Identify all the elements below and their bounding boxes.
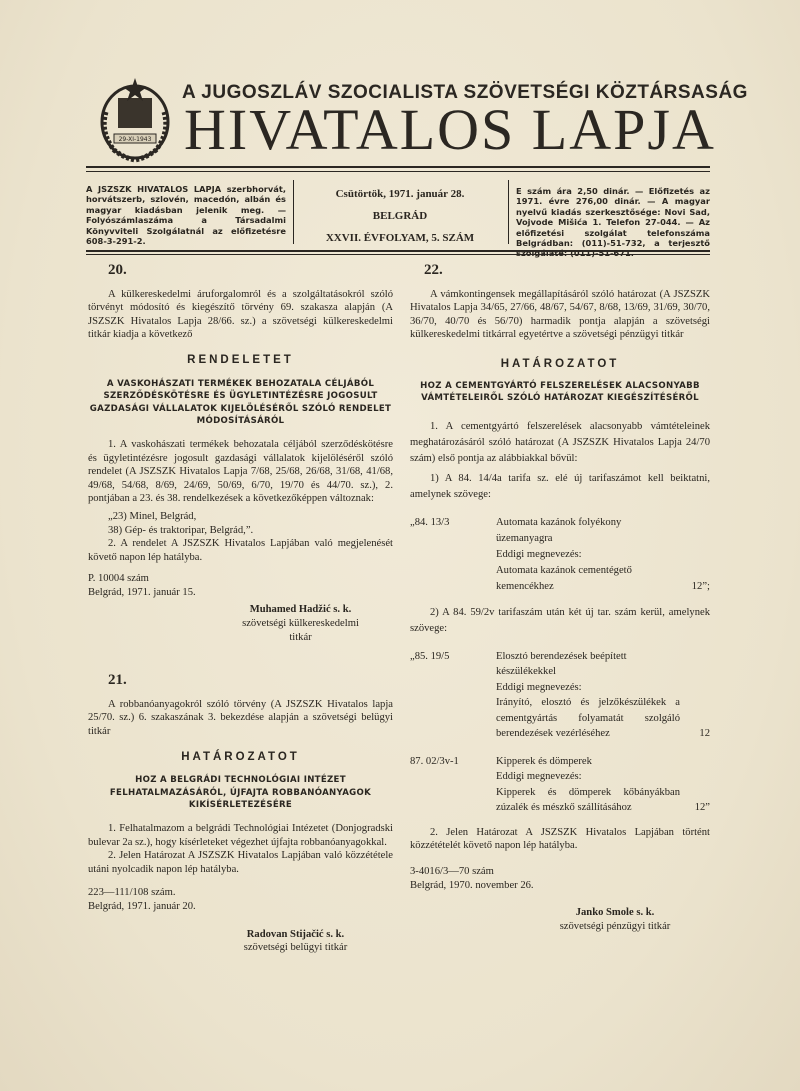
republic-name: A JUGOSZLÁV SZOCIALISTA SZÖVETSÉGI KÖZTÁRSASÁG: [182, 82, 748, 103]
tariff-line: Automata kazánok folyékony: [496, 516, 622, 528]
article-heading: HATÁROZATOT: [181, 750, 300, 763]
header-issue-info: [300, 188, 500, 254]
tariff-code: „85. 19/5: [410, 650, 450, 662]
article-subhead: A VASKOHÁSZATI TERMÉKEK BEHOZATALA CÉLJÁBÓL SZERZŐDÉSKÖTÉSRE ÉS ÜGYLETINTÉZÉSRE JOGOSULT GAZDASÁGI VÁLLALATOK KIJELÖLÉSÉRŐL SZÓLÓ RENDELET MÓDOSÍTÁSÁRÓL: [89, 378, 392, 427]
tariff-line: Kipperek és dömperek kőbányákban zúzalék és mészkő szállításához: [496, 786, 680, 814]
signer-office: szövetségi külkereskedelmi: [242, 618, 359, 630]
tariff-code: 87. 02/3v-1: [410, 755, 459, 767]
top-rule-thin: [86, 171, 710, 172]
issue-volume: XXVII. ÉVFOLYAM, 5. SZÁM: [325, 232, 475, 244]
tariff-line: Elosztó berendezések beépített: [496, 650, 627, 662]
tariff-code: „84. 13/3: [410, 516, 450, 528]
article-paragraph: 1. A cementgyártó felszerelések alacsonyabb vámtételeinek meghatározásáról szóló határozat (A JSZSZK Hivatalos Lapja 24/70 szám) első pontja az alábbiakkal bővül:: [410, 420, 710, 464]
signer-office: titkár: [289, 631, 312, 643]
header-publication-info: A JSZSZK HIVATALOS LAPJA szerbhorvát, horvátszerb, szlovén, macedón, albán és magyar kiadásban jelenik meg. — Folyószámlaszáma a Társadalmi Könyvviteli Szolgálatnál az előfizetésre 608-3-291-2.: [86, 184, 286, 247]
article-intro: A vámkontingensek megállapításáról szóló határozat (A JSZSZK Hivatalos Lapja 34/65, 27/66, 48/67, 54/67, 8/68, 13/69, 31/69, 30/70, 36/70, 40/70 és 56/70) harmadik pontja alapján a szövetségi külkereskedelmi titkárral egyetértve a szövetségi pénzügyi titkár: [410, 288, 710, 341]
signature-block: [520, 906, 710, 933]
article-paragraph: 2. Jelen Határozat A JSZSZK Hivatalos Lapjában való közzététele utáni nyolcadik napon lép hatályba.: [88, 850, 393, 875]
article-paragraph: 2) A 84. 59/2v tarifaszám után két új tar. szám kerül, amelynek szövege:: [410, 606, 710, 634]
article-heading: RENDELETET: [187, 353, 294, 366]
tariff-line: Eddigi megnevezés:: [496, 548, 582, 560]
reference-number: 223—111/108 szám.: [88, 887, 176, 899]
signer-office: szövetségi belügyi titkár: [243, 942, 348, 954]
signature-block: [208, 603, 393, 644]
right-column: [410, 264, 710, 933]
left-column: [88, 264, 393, 955]
article-paragraph: 2. Jelen Határozat A JSZSZK Hivatalos Lapjában történt közzétételét követő napon lép hatályba.: [410, 826, 710, 852]
gazette-title: HIVATALOS LAPJA: [184, 97, 716, 162]
signer-name: Janko Smole s. k.: [575, 907, 655, 919]
article-date: Belgrád, 1971. január 15.: [88, 586, 196, 598]
tariff-line: Automata kazánok cementégető: [496, 564, 632, 576]
signer-name: Radovan Stijačić s. k.: [246, 928, 345, 940]
header-divider: [508, 180, 509, 244]
tariff-description: [496, 515, 680, 595]
tariff-line: Irányító, elosztó és jelzőkészülékek a cementgyártás folyamatát szolgáló berendezések vezérléséhez: [496, 697, 680, 740]
article-paragraph: 2. A rendelet A JSZSZK Hivatalos Lapjában való megjelenését követő napon lép hatályba.: [88, 538, 393, 563]
tariff-line: Eddigi megnevezés:: [496, 681, 582, 693]
issue-date: Csütörtök, 1971. január 28.: [335, 188, 465, 200]
tariff-line: készülékekkel: [496, 666, 557, 678]
article-line: 38) Gép- és traktoripar, Belgrád,”.: [108, 524, 254, 536]
tariff-row: [410, 754, 710, 816]
top-rule: [86, 166, 710, 168]
coat-of-arms-emblem: [96, 72, 174, 164]
tariff-rate: 12”;: [691, 580, 710, 592]
tariff-line: üzemanyagra: [496, 532, 553, 544]
article-subhead: HOZ A BELGRÁDI TECHNOLÓGIAI INTÉZET FELHATALMAZÁSÁRÓL, ÚJFAJTA ROBBANÓANYAGOK KIKÍSÉRLETEZÉSÉRE: [109, 775, 372, 811]
signer-name: Muhamed Hadžić s. k.: [249, 604, 352, 616]
tariff-line: Eddigi megnevezés:: [496, 771, 582, 783]
header-bottom-rule-thin: [86, 254, 710, 255]
tariff-row: [410, 515, 710, 595]
article-number: 22.: [424, 262, 443, 278]
article-paragraph: 1) A 84. 14/4a tarifa sz. elé új tarifaszámot kell beiktatni, amelynek szövege:: [410, 472, 710, 500]
article-subhead: HOZ A CEMENTGYÁRTÓ FELSZERELÉSEK ALACSONYABB VÁMTÉTELEIRŐL SZÓLÓ HATÁROZAT KIEGÉSZÍTÉSÉRŐL: [420, 380, 700, 404]
tariff-line: kemencékhez: [496, 580, 554, 592]
article-heading: HATÁROZATOT: [500, 357, 620, 370]
signature-block: [198, 928, 393, 955]
issue-city: BELGRÁD: [372, 210, 428, 222]
reference-number: 3-4016/3—70 szám: [410, 865, 494, 877]
reference-number: P. 10004 szám: [88, 573, 149, 585]
article-number: 20.: [108, 262, 127, 278]
tariff-rate: 12”: [694, 802, 710, 814]
header-bottom-rule: [86, 250, 710, 252]
article-date: Belgrád, 1971. január 20.: [88, 900, 196, 912]
article-paragraph: 1. A vaskohászati termékek behozatala céljából szerződéskötésre és ügyletintézésre jogosult gazdasági vállalatok kijelöléséről szóló rendelet (A JSZSZK Hivatalos Lapja 7/68, 25/68, 26/68, 31/68, 41/68, 49/68, 54/68, 8/69, 24/69, 50/69, 6/70, 19/70 és 44/70. sz.), 2. pontjában a 23. és 38. rendelkezések a következőképpen változnak:: [88, 438, 393, 505]
tariff-line: Kipperek és dömperek: [496, 755, 592, 767]
tariff-description: [496, 649, 680, 742]
tariff-description: [496, 754, 680, 816]
signer-office: szövetségi pénzügyi titkár: [559, 920, 671, 932]
article-intro: A robbanóanyagokról szóló törvény (A JSZSZK Hivatalos lapja 25/70. sz.) 6. szakaszának 3. bekezdése alapján a szövetségi belügyi titkár: [88, 698, 393, 738]
emblem-date: 29-XI-1943: [118, 136, 152, 143]
article-line: „23) Minel, Belgrád,: [108, 510, 197, 522]
article-intro: A külkereskedelmi áruforgalomról és a szolgáltatásokról szóló törvényt módosító és kiegészítő törvény 69. szakasza alapján (A JSZSZK Hivatalos Lapja 28/66. sz.) a szövetségi külkereskedelmi titkár kiadja a következő: [88, 288, 393, 341]
article-paragraph: 1. Felhatalmazom a belgrádi Technológiai Intézetet (Donjogradski bulevar 2a sz.), hogy kísérleteket végezhet újfajta robbanóanyagokkal.: [88, 823, 393, 848]
header-divider: [293, 180, 294, 244]
header-price-info: E szám ára 2,50 dinár. — Előfizetés az 1971. évre 276,00 dinár. — A magyar nyelvű kiadás szerkesztősége: Novi Sad, Vojvode Mišića 1. Telefon 27-044. — Az előfizetési szolgálat telefonszáma Belgrádban: (011)-51-732, a terjesztő: [516, 186, 710, 249]
tariff-rate: 12: [699, 728, 710, 740]
article-number: 21.: [108, 672, 127, 689]
tariff-row: [410, 649, 710, 742]
article-date: Belgrád, 1970. november 26.: [410, 879, 534, 891]
